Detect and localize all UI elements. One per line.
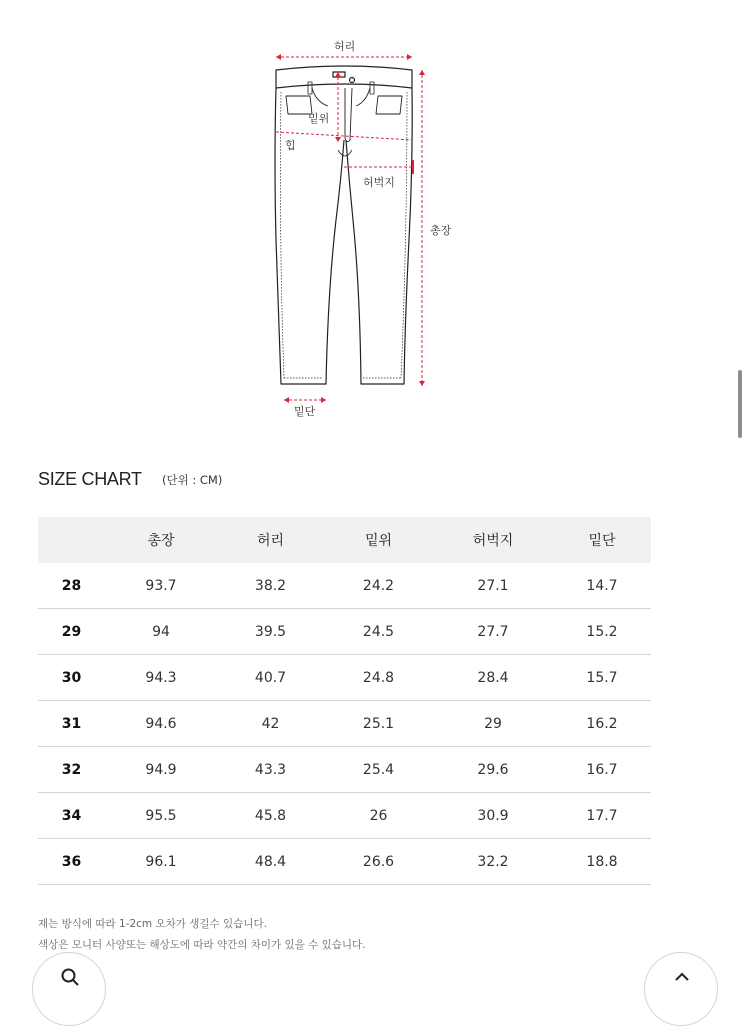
hip-label: 힙 (285, 139, 296, 152)
thigh-cell: 30.9 (477, 807, 509, 824)
thigh-cell: 27.1 (477, 577, 509, 594)
size-cell: 30 (61, 669, 82, 686)
table-row (38, 793, 651, 839)
table-row (38, 609, 651, 655)
hem-cell: 16.2 (586, 715, 618, 732)
thigh-cell: 27.7 (477, 623, 509, 640)
header-cell-length: 총장 (147, 533, 175, 549)
hem-cell: 15.2 (586, 623, 618, 640)
length-cell: 94 (152, 623, 170, 640)
table-row (38, 563, 651, 609)
rise-cell: 25.4 (362, 761, 395, 778)
waist-cell: 42 (261, 715, 280, 732)
length-cell: 96.1 (145, 853, 177, 870)
waist-cell: 39.5 (254, 623, 287, 640)
header-cell-rise: 밑위 (364, 533, 393, 549)
scroll-top-button[interactable] (644, 952, 718, 1026)
rise-cell: 24.8 (362, 669, 395, 686)
size-cell: 29 (61, 623, 82, 640)
unit-note: (단위 : CM) (162, 473, 223, 487)
length-cell: 93.7 (145, 577, 177, 594)
hem-cell: 17.7 (586, 807, 618, 824)
pants-measurement-diagram (0, 0, 750, 440)
waist-cell: 40.7 (254, 669, 287, 686)
size-cell: 36 (61, 853, 82, 870)
waist-cell: 38.2 (254, 577, 287, 594)
header-cell-hem: 밑단 (588, 533, 616, 549)
length-cell: 94.3 (145, 669, 177, 686)
measurement-note: 재는 방식에 따라 1-2cm 오차가 생길수 있습니다. (38, 918, 267, 930)
waist-cell: 43.3 (254, 761, 287, 778)
waist-cell: 48.4 (254, 853, 287, 870)
thigh-label: 허벅지 (363, 176, 395, 189)
rise-cell: 24.5 (362, 623, 395, 640)
scroll-top-icon (672, 967, 692, 987)
size-cell: 32 (61, 761, 82, 778)
rise-cell: 25.1 (362, 715, 395, 732)
scrollbar-thumb[interactable] (738, 370, 742, 438)
rise-cell: 24.2 (362, 577, 395, 594)
length-cell: 95.5 (145, 807, 177, 824)
waist-label: 허리 (334, 40, 356, 53)
length-label: 총장 (430, 224, 452, 237)
size-chart-title: SIZE CHART (38, 469, 142, 489)
size-chart-table (38, 517, 651, 885)
color-note: 색상은 모니터 사양또는 해상도에 따라 약간의 차이가 있을 수 있습니다. (38, 939, 366, 951)
thigh-cell: 28.4 (477, 669, 509, 686)
rise-cell: 26.6 (362, 853, 395, 870)
table-row (38, 701, 651, 747)
rise-label: 밑위 (308, 112, 330, 125)
size-cell: 28 (61, 577, 82, 594)
table-row (38, 839, 651, 885)
waist-cell: 45.8 (254, 807, 287, 824)
header-cell-waist: 허리 (256, 533, 285, 549)
pants-illustration (0, 0, 750, 440)
table-row (38, 655, 651, 701)
hem-cell: 18.8 (586, 853, 618, 870)
size-cell: 31 (61, 715, 82, 732)
thigh-cell: 32.2 (477, 853, 509, 870)
rise-cell: 26 (369, 807, 388, 824)
search-icon (60, 967, 80, 987)
table-header-row (38, 517, 651, 563)
hem-label: 밑단 (294, 405, 316, 418)
hem-cell: 15.7 (586, 669, 618, 686)
thigh-cell: 29.6 (477, 761, 509, 778)
thigh-cell: 29 (484, 715, 502, 732)
hem-cell: 14.7 (586, 577, 618, 594)
length-cell: 94.9 (145, 761, 177, 778)
search-button[interactable] (32, 952, 106, 1026)
table-row (38, 747, 651, 793)
header-cell-thigh: 허벅지 (472, 533, 514, 549)
length-cell: 94.6 (145, 715, 177, 732)
hem-cell: 16.7 (586, 761, 618, 778)
size-cell: 34 (61, 807, 82, 824)
